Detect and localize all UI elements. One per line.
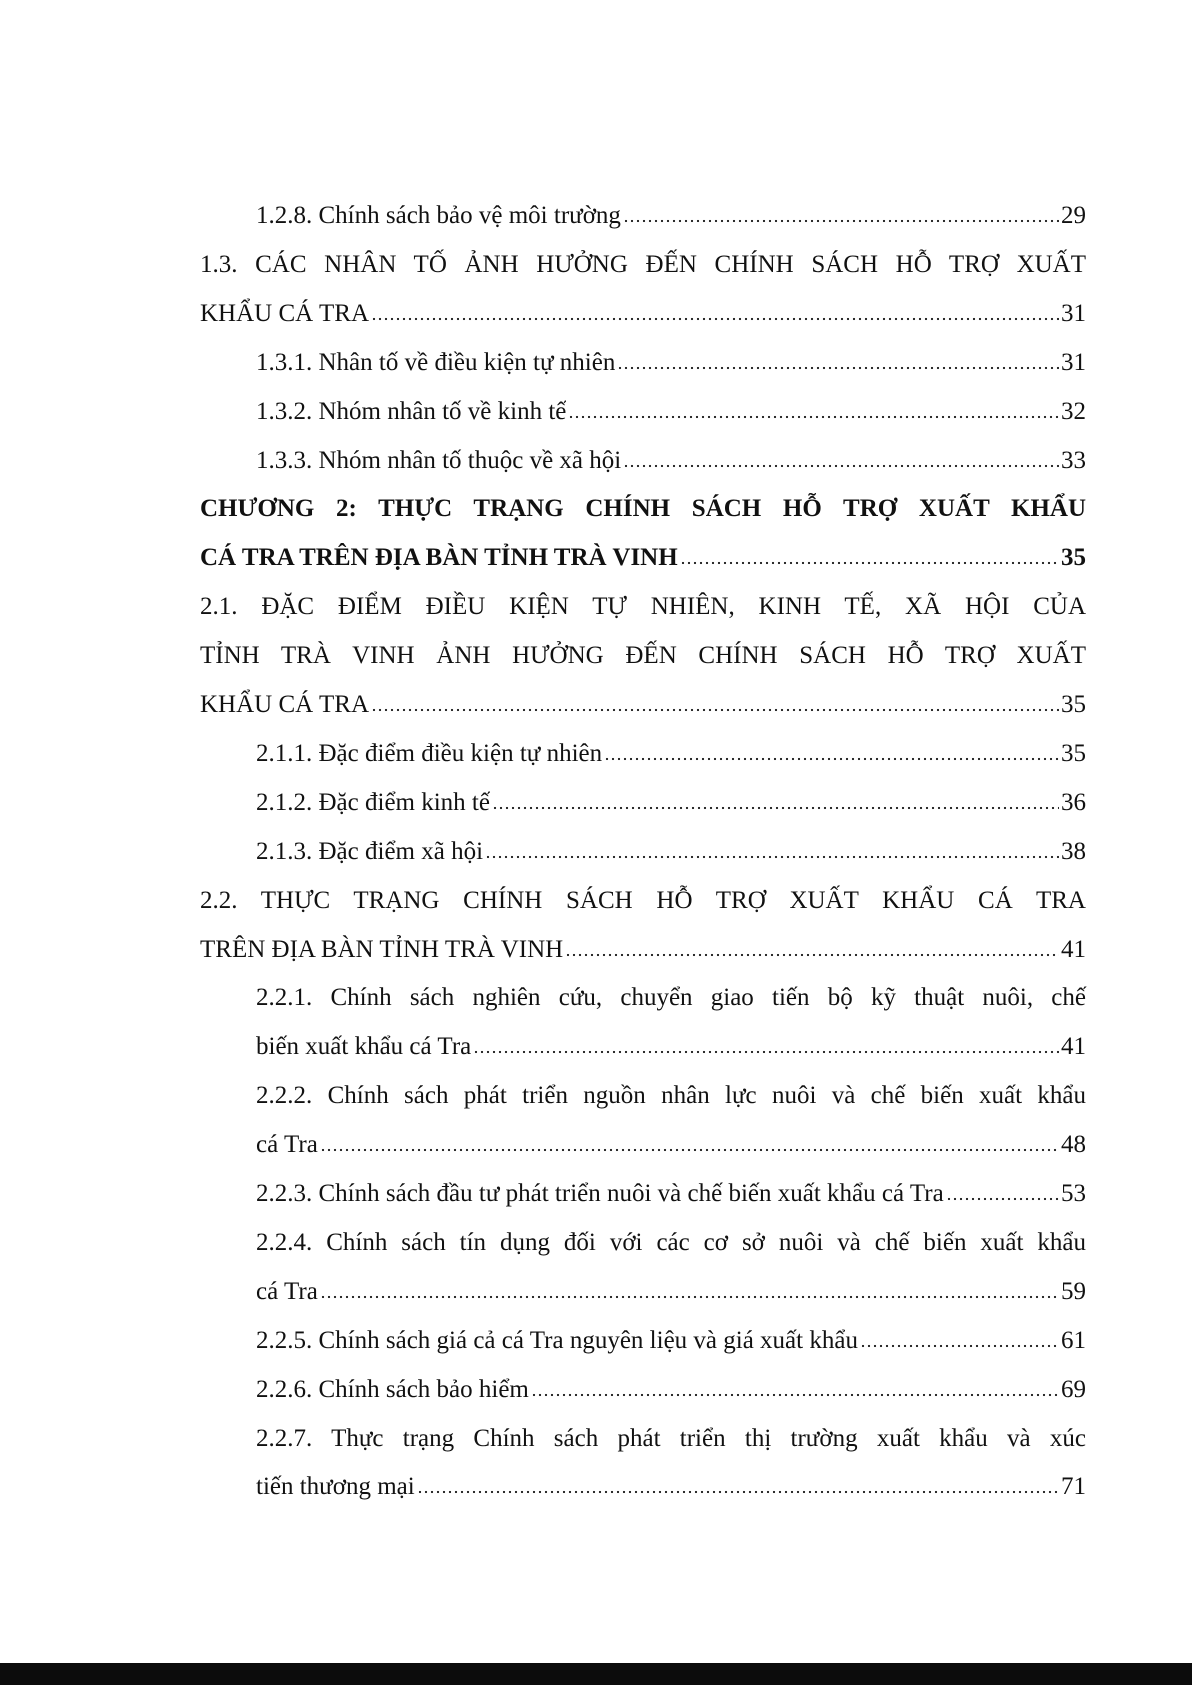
toc-dot-leader xyxy=(623,464,1059,468)
toc-dot-leader xyxy=(617,366,1059,370)
toc-entry xyxy=(256,198,1086,234)
toc-page-number: 61 xyxy=(1061,1327,1086,1354)
toc-entry xyxy=(256,1372,1086,1408)
toc-page-number: 41 xyxy=(1061,1033,1086,1060)
toc-entry xyxy=(256,785,1086,821)
toc-entry-text: 2.2.7. Thực trạng Chính sách phát triển thị trường xuất khẩu và xúc xyxy=(256,1425,1086,1452)
toc-dot-leader xyxy=(417,1490,1059,1494)
toc-entry xyxy=(256,1323,1086,1359)
toc-page-number: 71 xyxy=(1061,1473,1086,1500)
toc-page-number: 29 xyxy=(1061,202,1086,229)
toc-dot-leader xyxy=(485,855,1059,859)
toc-dot-leader xyxy=(946,1197,1059,1201)
toc-page-number: 69 xyxy=(1061,1376,1086,1403)
toc-page-number: 31 xyxy=(1061,300,1086,327)
toc-entry-text: 2.2.1. Chính sách nghiên cứu, chuyển giao tiến bộ kỹ thuật nuôi, chế xyxy=(256,984,1086,1011)
toc-entry xyxy=(256,1127,1086,1163)
toc-page-number: 41 xyxy=(1061,936,1086,963)
toc-entry xyxy=(256,1274,1086,1310)
toc-entry-label: 1.3.1. Nhân tố về điều kiện tự nhiên xyxy=(256,349,616,376)
toc-entry xyxy=(256,736,1086,772)
toc-dot-leader xyxy=(568,415,1059,419)
toc-dot-leader xyxy=(492,806,1059,810)
toc-page-number: 35 xyxy=(1061,740,1086,767)
toc-entry xyxy=(256,1029,1086,1065)
toc-page-number: 33 xyxy=(1061,447,1086,474)
toc-entry-text: 2.2.2. Chính sách phát triển nguồn nhân lực nuôi và chế biến xuất khẩu xyxy=(256,1082,1086,1109)
toc-entry-label: KHẨU CÁ TRA xyxy=(200,691,369,718)
toc-entry-text: TỈNH TRÀ VINH ẢNH HƯỞNG ĐẾN CHÍNH SÁCH HỖ TRỢ XUẤT xyxy=(200,642,1086,669)
toc-dot-leader xyxy=(860,1344,1059,1348)
toc-page-number: 38 xyxy=(1061,838,1086,865)
toc-entry-label: 1.2.8. Chính sách bảo vệ môi trường xyxy=(256,202,621,229)
toc-entry-label: 1.3.2. Nhóm nhân tố về kinh tế xyxy=(256,398,567,425)
toc-entry-label: cá Tra xyxy=(256,1131,318,1158)
toc-page-number: 35 xyxy=(1061,691,1086,718)
toc-page-number: 48 xyxy=(1061,1131,1086,1158)
toc-entry-label: biến xuất khẩu cá Tra xyxy=(256,1033,472,1060)
toc-entry-text: 2.2. THỰC TRẠNG CHÍNH SÁCH HỖ TRỢ XUẤT KHẨU CÁ TRA xyxy=(200,887,1086,914)
toc-entry-label: TRÊN ĐỊA BÀN TỈNH TRÀ VINH xyxy=(200,936,564,963)
toc-dot-leader xyxy=(531,1393,1059,1397)
toc-dot-leader xyxy=(565,953,1059,957)
toc-entry-label: 2.2.5. Chính sách giá cả cá Tra nguyên liệu và giá xuất khẩu xyxy=(256,1327,858,1354)
toc-entry-label: 2.1.2. Đặc điểm kinh tế xyxy=(256,789,490,816)
toc-page-number: 31 xyxy=(1061,349,1086,376)
toc-entry-text: 1.3. CÁC NHÂN TỐ ẢNH HƯỞNG ĐẾN CHÍNH SÁCH HỖ TRỢ XUẤT xyxy=(200,251,1086,278)
toc-entry-text: CHƯƠNG 2: THỰC TRẠNG CHÍNH SÁCH HỖ TRỢ XUẤT KHẨU xyxy=(200,495,1086,522)
page-bottom-edge xyxy=(0,1663,1192,1685)
toc-entry xyxy=(200,687,1086,723)
toc-entry xyxy=(256,443,1086,479)
toc-entry-text: 2.1. ĐẶC ĐIỂM ĐIỀU KIỆN TỰ NHIÊN, KINH TẾ, XÃ HỘI CỦA xyxy=(200,593,1086,620)
toc-entry xyxy=(200,540,1086,576)
toc-page-number: 35 xyxy=(1061,544,1086,571)
toc-page-number: 53 xyxy=(1061,1180,1086,1207)
toc-entry-label: 2.2.6. Chính sách bảo hiểm xyxy=(256,1376,529,1403)
toc-entry xyxy=(256,394,1086,430)
toc-entry-label: KHẨU CÁ TRA xyxy=(200,300,369,327)
toc-entry-text: 2.2.4. Chính sách tín dụng đối với các cơ sở nuôi và chế biến xuất khẩu xyxy=(256,1229,1086,1256)
toc-dot-leader xyxy=(320,1295,1059,1299)
toc-dot-leader xyxy=(371,708,1059,712)
toc-entry xyxy=(256,1469,1086,1505)
toc-dot-leader xyxy=(473,1050,1059,1054)
toc-dot-leader xyxy=(604,757,1059,761)
toc-page-number: 36 xyxy=(1061,789,1086,816)
toc-entry xyxy=(256,1176,1086,1212)
toc-entry-label: 2.1.3. Đặc điểm xã hội xyxy=(256,838,484,865)
toc-dot-leader xyxy=(320,1148,1059,1152)
toc-entry xyxy=(200,296,1086,332)
toc-entry-label: CÁ TRA TRÊN ĐỊA BÀN TỈNH TRÀ VINH xyxy=(200,544,678,571)
toc-dot-leader xyxy=(371,317,1059,321)
toc-dot-leader xyxy=(623,219,1059,223)
toc-entry xyxy=(200,932,1086,968)
toc-entry-label: cá Tra xyxy=(256,1278,318,1305)
toc-entry xyxy=(256,834,1086,870)
toc-dot-leader xyxy=(680,561,1059,565)
toc-page-number: 32 xyxy=(1061,398,1086,425)
toc-entry xyxy=(256,345,1086,381)
toc-entry-label: 2.1.1. Đặc điểm điều kiện tự nhiên xyxy=(256,740,603,767)
toc-entry-label: 2.2.3. Chính sách đầu tư phát triển nuôi và chế biến xuất khẩu cá Tra xyxy=(256,1180,944,1207)
toc-entry-label: tiến thương mại xyxy=(256,1473,415,1500)
toc-entry-label: 1.3.3. Nhóm nhân tố thuộc về xã hội xyxy=(256,447,622,474)
toc-page-number: 59 xyxy=(1061,1278,1086,1305)
